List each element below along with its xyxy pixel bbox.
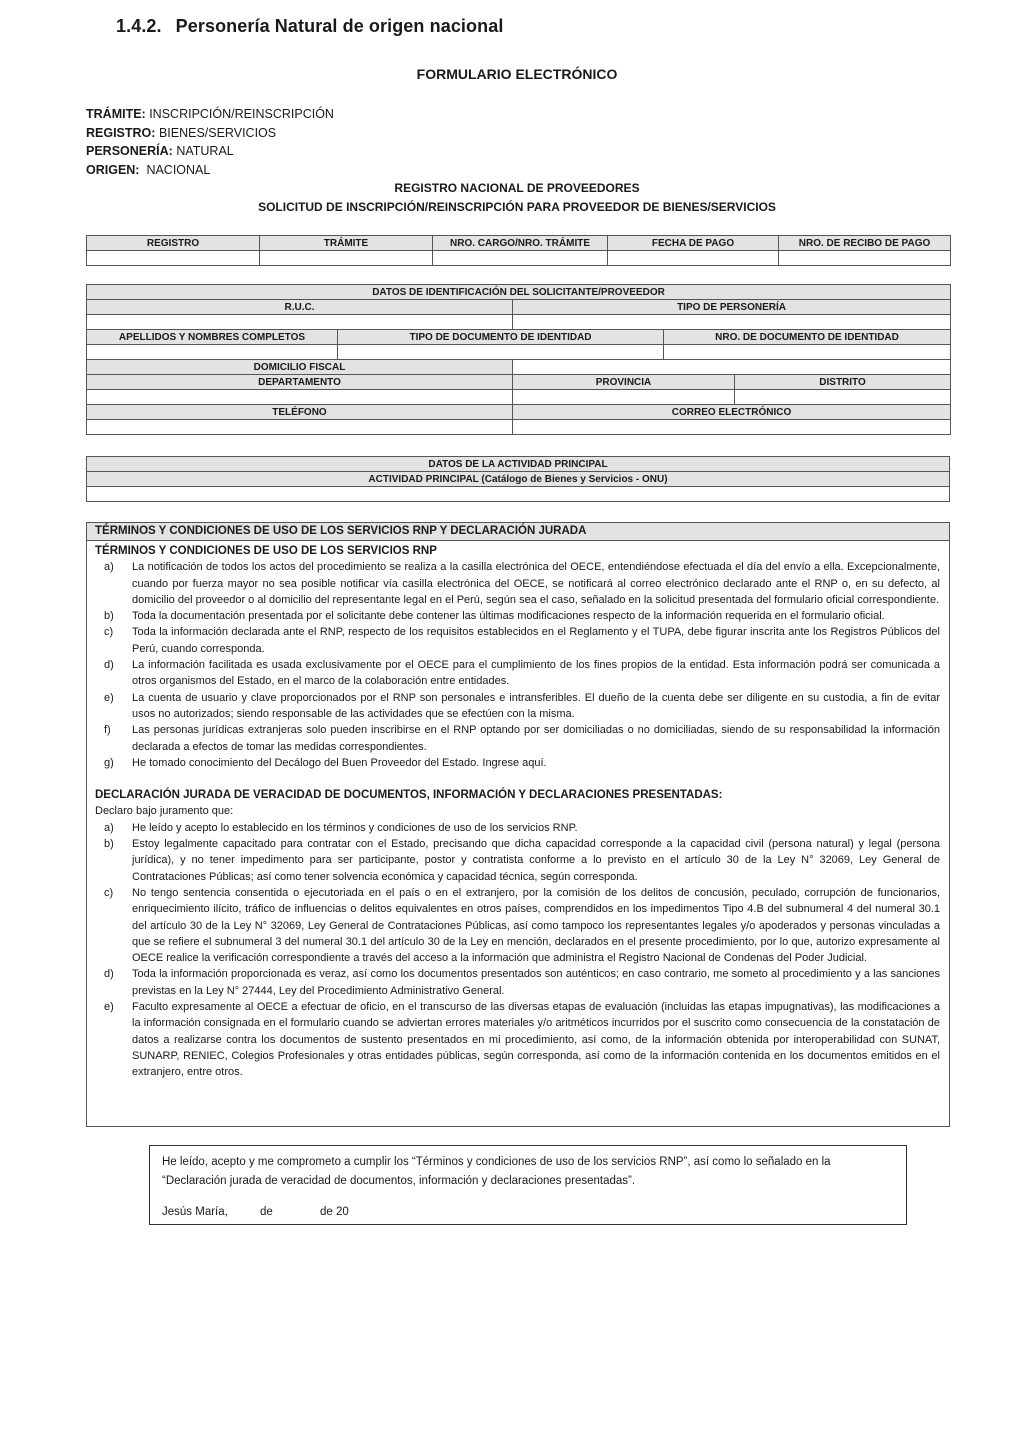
distrito-label: DISTRITO [735, 375, 951, 390]
identification-title: DATOS DE IDENTIFICACIÓN DEL SOLICITANTE/PROVEEDOR [87, 285, 951, 300]
declaration-title: DECLARACIÓN JURADA DE VERACIDAD DE DOCUMENTOS, INFORMACIÓN Y DECLARACIONES PRESENTADAS: [95, 789, 723, 802]
telefono-label: TELÉFONO [87, 405, 513, 420]
form-title: FORMULARIO ELECTRÓNICO [416, 66, 618, 82]
terms-box [86, 522, 950, 1127]
declaration-item: c) No tengo sentencia consentida o ejecutoriada en el país o en el extranjero, por la comisión de los delitos de concusión, peculado, corrupción de funcionarios, enriquecimiento ilícito, tráfico de influencias o delitos equivalentes en otros países, comprendidos en los impedimentos Tipo 4.B del subnumeral 4 del numeral 30.1 del artículo 30 de la Ley N° 32069, Ley General de Contrataciones Públicas, así como tampoco los representantes legales y/o apoderados y personas vinculadas a que se refiere el subnumeral 3 del numeral 30.1 del artículo 30 de la Ley en mención, declarados en el presente procedimiento, por lo que, autorizo expresamente al OECE realice la verificación correspondiente a través del acceso a la información que administra el Registro Nacional de Condenas del Poder Judicial. [104, 886, 940, 965]
header-registro: REGISTRO [87, 236, 260, 251]
meta-personeria: PERSONERÍA: NATURAL [86, 144, 234, 159]
nro-documento-field[interactable] [664, 345, 951, 360]
tipo-documento-field[interactable] [338, 345, 664, 360]
year-prefix: de 20 [320, 1206, 349, 1218]
nro-recibo-field[interactable] [779, 251, 951, 266]
signature-line [162, 1203, 894, 1222]
departamento-field[interactable] [87, 390, 513, 405]
terms-item: d) La información facilitada es usada exclusivamente por el OECE para el cumplimiento de los fines propios de la entidad. Esta información podrá ser comunicada a otros organismos del Estado, en el marco de la colaboración entre entidades. [104, 659, 940, 688]
activity-subtitle: ACTIVIDAD PRINCIPAL (Catálogo de Bienes y Servicios - ONU) [87, 472, 950, 487]
section-number: 1.4.2. [116, 16, 162, 36]
section-heading [116, 16, 503, 37]
ruc-field[interactable] [87, 315, 513, 330]
meta-tramite: TRÁMITE: INSCRIPCIÓN/REINSCRIPCIÓN [86, 107, 334, 121]
terms-title: TÉRMINOS Y CONDICIONES DE USO DE LOS SERVICIOS RNP Y DECLARACIÓN JURADA [87, 523, 949, 541]
fecha-pago-field[interactable] [608, 251, 779, 266]
header-fecha-pago: FECHA DE PAGO [608, 236, 779, 251]
terms-item: g) He tomado conocimiento del Decálogo del Buen Proveedor del Estado. Ingrese aquí. [104, 756, 547, 769]
terms-item: b) Toda la documentación presentada por el solicitante debe contener las últimas modificaciones respecto de la información requerida en el formulario oficial. [104, 610, 885, 623]
tipo-personeria-field[interactable] [513, 315, 951, 330]
terms-item: a) La notificación de todos los actos del procedimiento se realiza a la casilla electrónica del OECE, entendiéndose efectuada el día del envío a ella. Excepcionalmente, cuando por fuerza mayor no sea posible notificar vía casilla electrónica del OECE, se notificará al correo electrónico declarado ante el RNP o, en su defecto, al domicilio del proveedor o al domicilio del representante legal en el Perú, según sea el caso, señalado en la solicitud presentada del formulario oficial correspondiente. [104, 561, 940, 606]
terms-item: f) Las personas jurídicas extranjeras solo pueden inscribirse en el RNP optando por ser domiciliadas o no domiciliadas, siendo de su responsabilidad la información declarada a efectos de tomar las medidas correspondientes. [104, 724, 940, 753]
acceptance-box [149, 1145, 907, 1225]
registration-table [86, 235, 951, 266]
terms-item: c) Toda la información declarada ante el RNP, respecto de los requisitos establecidos en el Reglamento y el TUPA, debe figurar inscrita ante los Registros Públicos del Perú, cuando corresponda. [104, 626, 940, 655]
nro-documento-label: NRO. DE DOCUMENTO DE IDENTIDAD [664, 330, 951, 345]
registro-field[interactable] [87, 251, 260, 266]
departamento-label: DEPARTAMENTO [87, 375, 513, 390]
domicilio-label: DOMICILIO FISCAL [87, 360, 513, 375]
declaration-item: a) He leído y acepto lo establecido en los términos y condiciones de uso de los servicios RNP. [104, 821, 578, 834]
apellidos-field[interactable] [87, 345, 338, 360]
correo-label: CORREO ELECTRÓNICO [513, 405, 951, 420]
header-nro-recibo: NRO. DE RECIBO DE PAGO [779, 236, 951, 251]
domicilio-field[interactable] [513, 360, 951, 375]
activity-title: DATOS DE LA ACTIVIDAD PRINCIPAL [87, 457, 950, 472]
correo-field[interactable] [513, 420, 951, 435]
header-nro-cargo: NRO. CARGO/NRO. TRÁMITE [433, 236, 608, 251]
provincia-label: PROVINCIA [513, 375, 735, 390]
tipo-personeria-label: TIPO DE PERSONERÍA [513, 300, 951, 315]
apellidos-label: APELLIDOS Y NOMBRES COMPLETOS [87, 330, 338, 345]
terms-item: e) La cuenta de usuario y clave proporcionados por el RNP son personales e intransferibles. El dueño de la cuenta debe ser diligente en su custodia, a fin de evitar usos no autorizados; siendo responsable de las actividades que se efectúen con la misma. [104, 691, 940, 720]
declaration-item: e) Faculto expresamente al OECE a efectuar de oficio, en el transcurso de las diversas etapas de evaluación (incluidas las etapas impugnativas), las modificaciones a la información consignada en el formulario cuando se adviertan errores materiales y/o aritméticos incurridos por el suscrito como consecuencia de la constatación de datos a realizarse contra los documentos de sustento presentados en mi procedimiento, así como, de la información obtenida por interoperabilidad con SUNAT, SUNARP, RENIEC, Colegios Profesionales y otras entidades públicas, según corresponda, así como de la información contenida en los documentos emitidos en el extranjero, entre otros. [104, 1001, 940, 1079]
acceptance-text: He leído, acepto y me comprometo a cumplir los “Términos y condiciones de uso de los servicios RNP”, así como lo señalado en la “Declaración jurada de veracidad de documentos, información y declaraciones presentadas”. [162, 1156, 831, 1187]
activity-field[interactable] [87, 487, 950, 502]
tramite-field[interactable] [260, 251, 433, 266]
tipo-documento-label: TIPO DE DOCUMENTO DE IDENTIDAD [338, 330, 664, 345]
day-separator: de [260, 1206, 273, 1218]
header-tramite: TRÁMITE [260, 236, 433, 251]
section-title: Personería Natural de origen nacional [175, 16, 504, 36]
declaration-item: d) Toda la información proporcionada es veraz, así como los documentos presentados son auténticos; en caso contrario, me someto al procedimiento y a las sanciones previstas en la Ley N° 27444, Ley del Procedimiento Administrativo General. [104, 968, 940, 997]
distrito-field[interactable] [735, 390, 951, 405]
identification-table [86, 284, 951, 435]
request-title: SOLICITUD DE INSCRIPCIÓN/REINSCRIPCIÓN PARA PROVEEDOR DE BIENES/SERVICIOS [258, 200, 776, 214]
ruc-label: R.U.C. [87, 300, 513, 315]
meta-registro: REGISTRO: BIENES/SERVICIOS [86, 125, 277, 140]
declaration-item: b) Estoy legalmente capacitado para contratar con el Estado, precisando que dicha capacidad corresponde a la capacidad civil (persona natural) y legal (persona jurídica), y no tener impedimento para ser participante, postor y contratista conforme a lo previsto en el artículo 30 de la Ley N° 32069, Ley General de Contrataciones Públicas; así como tener solvencia económica y capacidad técnica, según corresponda. [104, 838, 940, 883]
activity-table [86, 456, 950, 502]
nro-cargo-field[interactable] [433, 251, 608, 266]
provincia-field[interactable] [513, 390, 735, 405]
place-label: Jesús María, [162, 1206, 228, 1218]
form-metadata [86, 105, 334, 179]
registry-title: REGISTRO NACIONAL DE PROVEEDORES [394, 181, 640, 195]
meta-origen: ORIGEN: NACIONAL [86, 162, 211, 177]
telefono-field[interactable] [87, 420, 513, 435]
declaration-intro: Declaro bajo juramento que: [95, 805, 234, 818]
terms-subtitle: TÉRMINOS Y CONDICIONES DE USO DE LOS SERVICIOS RNP [95, 545, 437, 557]
